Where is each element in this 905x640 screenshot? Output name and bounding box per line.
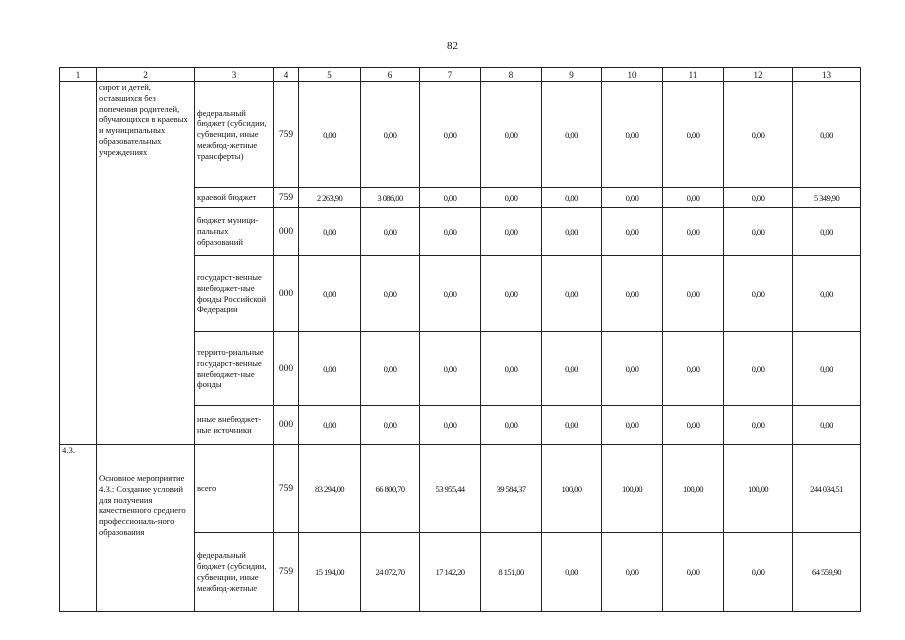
code-cell: 759: [274, 533, 299, 612]
value-cell: 0,00: [793, 82, 861, 188]
funding-source-cell: бюджет муници-пальных образований: [195, 208, 274, 256]
header-cell: 5: [299, 68, 361, 82]
funding-source-cell: всего: [195, 445, 274, 533]
value-cell: 0,00: [299, 406, 361, 445]
value-cell: 244 034,51: [793, 445, 861, 533]
header-row: [60, 68, 861, 82]
page-number: 82: [447, 40, 458, 52]
value-cell: 15 194,00: [299, 533, 361, 612]
header-cell: 11: [663, 68, 724, 82]
value-cell: 0,00: [793, 256, 861, 332]
value-cell: 0,00: [481, 82, 542, 188]
value-cell: 0,00: [481, 332, 542, 406]
value-cell: 0,00: [542, 406, 602, 445]
table-row: [60, 82, 861, 188]
value-cell: 0,00: [481, 406, 542, 445]
item-number-cell: [60, 82, 97, 445]
description-cell: сирот и детей, оставшихся без попечения родителей, обучающихся в краевых и муниципальных образовательных учреждениях: [97, 82, 195, 445]
header-cell: 6: [361, 68, 420, 82]
header-cell: 13: [793, 68, 861, 82]
value-cell: 39 584,37: [481, 445, 542, 533]
funding-source-cell: краевой бюджет: [195, 188, 274, 208]
value-cell: 0,00: [361, 332, 420, 406]
table-row: [60, 445, 861, 533]
code-cell: 000: [274, 406, 299, 445]
value-cell: 0,00: [724, 256, 793, 332]
value-cell: 24 072,70: [361, 533, 420, 612]
value-cell: 0,00: [602, 82, 663, 188]
value-cell: 0,00: [420, 332, 481, 406]
value-cell: 0,00: [481, 188, 542, 208]
value-cell: 0,00: [663, 406, 724, 445]
value-cell: 53 955,44: [420, 445, 481, 533]
value-cell: 0,00: [724, 208, 793, 256]
value-cell: 0,00: [724, 332, 793, 406]
value-cell: 0,00: [420, 208, 481, 256]
header-cell: 4: [274, 68, 299, 82]
value-cell: 2 263,90: [299, 188, 361, 208]
value-cell: 0,00: [542, 82, 602, 188]
value-cell: 0,00: [542, 256, 602, 332]
value-cell: 100,00: [724, 445, 793, 533]
value-cell: 100,00: [602, 445, 663, 533]
value-cell: 0,00: [542, 188, 602, 208]
value-cell: 66 800,70: [361, 445, 420, 533]
value-cell: 0,00: [663, 82, 724, 188]
value-cell: 0,00: [299, 256, 361, 332]
description-cell: Основное мероприятие 4.3.: Создание условий для получения качественного среднего профессиональ-ного образования: [97, 445, 195, 612]
value-cell: 0,00: [361, 406, 420, 445]
value-cell: 0,00: [602, 533, 663, 612]
header-cell: 1: [60, 68, 97, 82]
header-cell: 12: [724, 68, 793, 82]
value-cell: 0,00: [663, 256, 724, 332]
value-cell: 0,00: [361, 256, 420, 332]
value-cell: 0,00: [663, 332, 724, 406]
value-cell: 3 086,00: [361, 188, 420, 208]
funding-source-cell: иные внебюджет-ные источники: [195, 406, 274, 445]
value-cell: 100,00: [542, 445, 602, 533]
value-cell: 0,00: [542, 332, 602, 406]
code-cell: 000: [274, 208, 299, 256]
value-cell: 8 151,00: [481, 533, 542, 612]
funding-source-cell: федеральный бюджет (субсидии, субвенции, иные межбюд-жетные: [195, 533, 274, 612]
header-cell: 7: [420, 68, 481, 82]
funding-source-cell: террито-риальные государст-венные внебюджет-ные фонды: [195, 332, 274, 406]
value-cell: 0,00: [602, 188, 663, 208]
value-cell: 0,00: [299, 208, 361, 256]
funding-source-cell: государст-венные внебюджет-ные фонды Российской Федерации: [195, 256, 274, 332]
header-cell: 2: [97, 68, 195, 82]
value-cell: 83 294,00: [299, 445, 361, 533]
value-cell: 0,00: [542, 533, 602, 612]
value-cell: 0,00: [793, 208, 861, 256]
value-cell: 0,00: [542, 208, 602, 256]
code-cell: 759: [274, 82, 299, 188]
value-cell: 0,00: [602, 208, 663, 256]
value-cell: 0,00: [663, 188, 724, 208]
value-cell: 0,00: [724, 406, 793, 445]
value-cell: 0,00: [724, 533, 793, 612]
funding-source-cell: федеральный бюджет (субсидии, субвенции, иные межбюд-жетные трансферты): [195, 82, 274, 188]
code-cell: 759: [274, 445, 299, 533]
value-cell: 0,00: [361, 82, 420, 188]
value-cell: 0,00: [299, 82, 361, 188]
value-cell: 100,00: [663, 445, 724, 533]
code-cell: 759: [274, 188, 299, 208]
header-cell: 8: [481, 68, 542, 82]
value-cell: 64 559,90: [793, 533, 861, 612]
value-cell: 5 349,90: [793, 188, 861, 208]
header-cell: 10: [602, 68, 663, 82]
value-cell: 0,00: [420, 406, 481, 445]
value-cell: 0,00: [420, 82, 481, 188]
value-cell: 0,00: [481, 256, 542, 332]
value-cell: 0,00: [602, 406, 663, 445]
value-cell: 0,00: [793, 406, 861, 445]
header-cell: 9: [542, 68, 602, 82]
value-cell: 0,00: [481, 208, 542, 256]
value-cell: 0,00: [602, 256, 663, 332]
value-cell: 0,00: [299, 332, 361, 406]
item-number-cell: 4.3.: [60, 445, 97, 612]
value-cell: 0,00: [793, 332, 861, 406]
budget-table: [59, 67, 861, 612]
header-cell: 3: [195, 68, 274, 82]
value-cell: 0,00: [420, 188, 481, 208]
value-cell: 0,00: [361, 208, 420, 256]
code-cell: 000: [274, 332, 299, 406]
value-cell: 17 142,20: [420, 533, 481, 612]
value-cell: 0,00: [724, 188, 793, 208]
value-cell: 0,00: [602, 332, 663, 406]
value-cell: 0,00: [663, 533, 724, 612]
value-cell: 0,00: [724, 82, 793, 188]
code-cell: 000: [274, 256, 299, 332]
value-cell: 0,00: [663, 208, 724, 256]
value-cell: 0,00: [420, 256, 481, 332]
